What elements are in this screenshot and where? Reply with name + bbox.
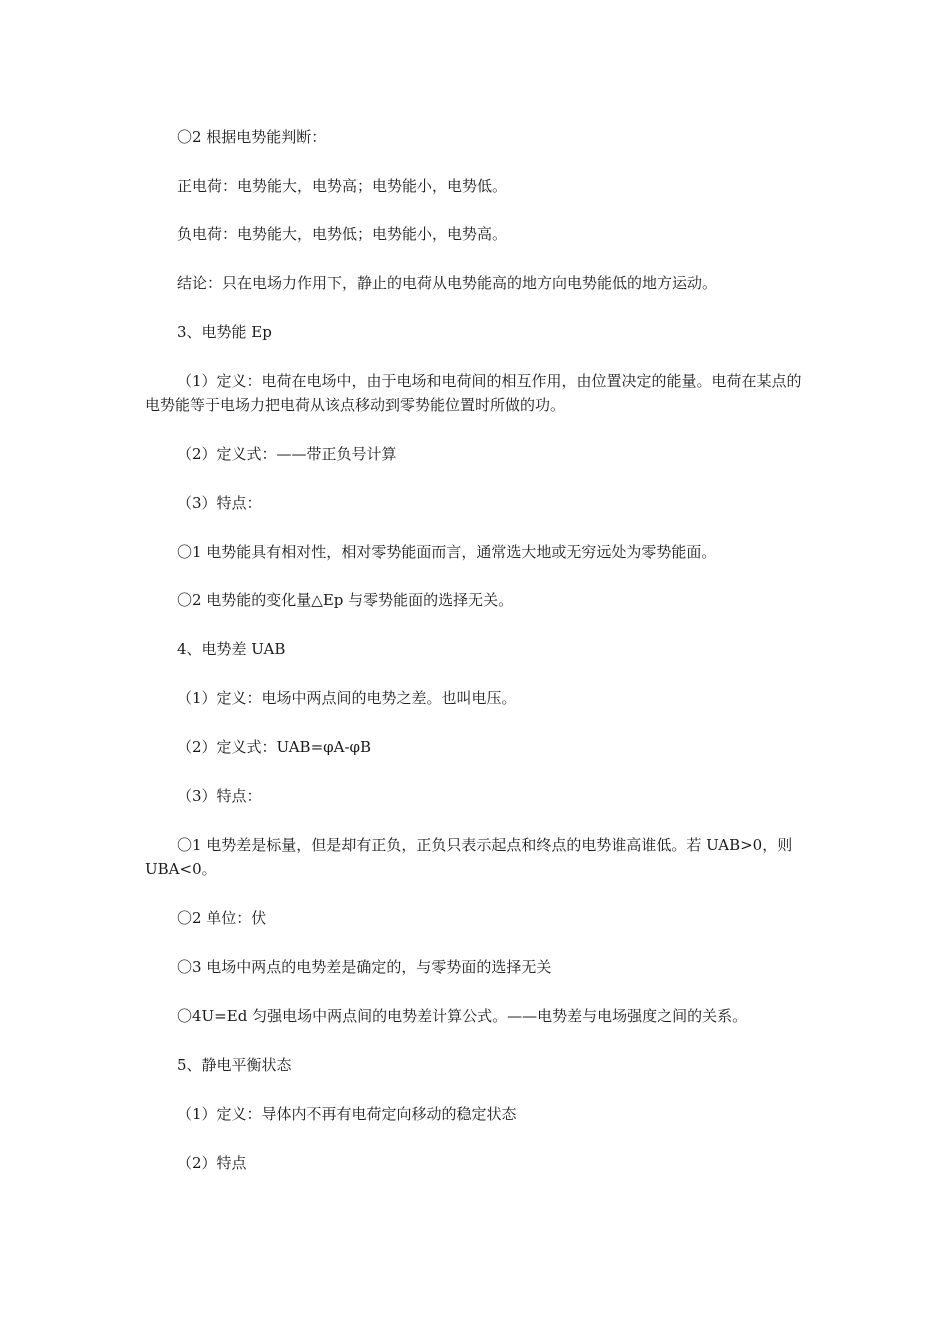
paragraph: 〇1 电势能具有相对性，相对零势能面而言，通常选大地或无穷远处为零势能面。: [177, 543, 717, 561]
paragraph: 〇4U=Ed 匀强电场中两点间的电势差计算公式。——电势差与电场强度之间的关系。: [177, 1007, 748, 1025]
paragraph: （1）定义：电场中两点间的电势之差。也叫电压。: [177, 689, 517, 707]
paragraph: （3）特点：: [177, 494, 262, 512]
paragraph: （2）定义式：——带正负号计算: [177, 445, 397, 463]
paragraph: 〇2 单位：伏: [177, 909, 267, 927]
paragraph: 〇2 电势能的变化量△Ep 与零势能面的选择无关。: [177, 591, 514, 609]
paragraph: （2）特点: [177, 1154, 247, 1172]
paragraph: 〇3 电场中两点的电势差是确定的，与零势面的选择无关: [177, 958, 552, 976]
paragraph: 负电荷：电势能大，电势低；电势能小，电势高。: [177, 225, 508, 243]
paragraph: 结论：只在电场力作用下，静止的电荷从电势能高的地方向电势能低的地方运动。: [177, 274, 718, 292]
paragraph: （1）定义：电荷在电场中，由于电场和电荷间的相互作用，由位置决定的能量。电荷在某点的电势能等于电场力把电荷从该点移动到零势能位置时所做的功。: [145, 372, 802, 414]
paragraph: （3）特点：: [177, 787, 262, 805]
section-heading: 4、电势差 UAB: [177, 640, 286, 658]
section-heading: 3、电势能 Ep: [177, 323, 272, 341]
paragraph: （2）定义式：UAB=φA-φB: [177, 738, 372, 756]
paragraph: 正电荷：电势能大，电势高；电势能小，电势低。: [177, 177, 508, 195]
paragraph: 〇1 电势差是标量，但是却有正负，正负只表示起点和终点的电势谁高谁低。若 UAB>0，则 UBA<0。: [145, 836, 798, 878]
paragraph: （1）定义：导体内不再有电荷定向移动的稳定状态: [177, 1105, 517, 1123]
section-heading: 5、静电平衡状态: [177, 1056, 292, 1074]
paragraph: 〇2 根据电势能判断：: [177, 128, 327, 146]
